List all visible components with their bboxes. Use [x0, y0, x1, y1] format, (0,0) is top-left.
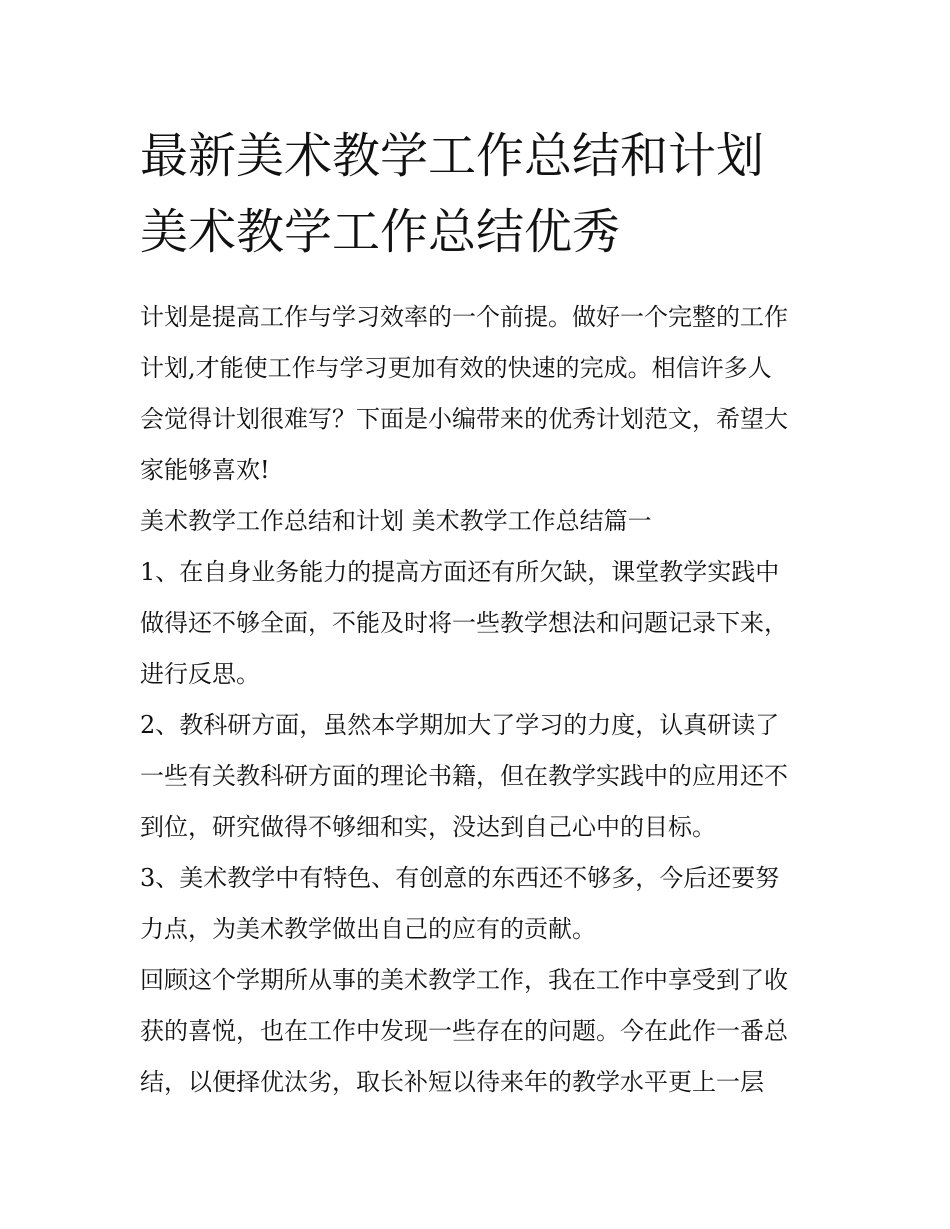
paragraph-review — [140, 955, 820, 1108]
text-line: 获的喜悦，也在工作中发现一些存在的问题。今在此作一番总 — [140, 1017, 788, 1045]
text-line: 计划,才能使工作与学习更加有效的快速的完成。相信许多人 — [140, 354, 772, 382]
text-line: 3、美术教学中有特色、有创意的东西还不够多，今后还要努 — [140, 864, 780, 892]
text-line: 计划是提高工作与学习效率的一个前提。做好一个完整的工作 — [140, 303, 788, 331]
document-title — [140, 118, 820, 270]
text-line: 结，以便择优汰劣，取长补短以待来年的教学水平更上一层 — [140, 1068, 764, 1096]
paragraph-item-1 — [140, 547, 820, 700]
text-line: 2、教科研方面，虽然本学期加大了学习的力度，认真研读了 — [140, 711, 780, 739]
paragraph-item-3 — [140, 853, 820, 955]
title-line-1: 最新美术教学工作总结和计划 — [140, 128, 765, 184]
text-line: 到位，研究做得不够细和实，没达到自己心中的目标。 — [140, 813, 716, 841]
paragraph-intro — [140, 292, 820, 496]
text-line: 家能够喜欢! — [140, 456, 270, 484]
text-line: 进行反思。 — [140, 660, 260, 688]
text-line: 会觉得计划很难写？下面是小编带来的优秀计划范文，希望大 — [140, 405, 788, 433]
text-line: 做得还不够全面，不能及时将一些教学想法和问题记录下来， — [140, 609, 788, 637]
text-line: 回顾这个学期所从事的美术教学工作，我在工作中享受到了收 — [140, 966, 788, 994]
title-line-2: 美术教学工作总结优秀 — [140, 204, 621, 260]
text-line: 美术教学工作总结和计划 美术教学工作总结篇一 — [140, 507, 652, 535]
document-body — [140, 292, 820, 1108]
document-content — [140, 118, 820, 1108]
paragraph-item-2 — [140, 700, 820, 853]
text-line: 一些有关教科研方面的理论书籍，但在教学实践中的应用还不 — [140, 762, 788, 790]
text-line: 1、在自身业务能力的提高方面还有所欠缺，课堂教学实践中 — [140, 558, 780, 586]
section-heading — [140, 496, 820, 547]
text-line: 力点，为美术教学做出自己的应有的贡献。 — [140, 915, 596, 943]
